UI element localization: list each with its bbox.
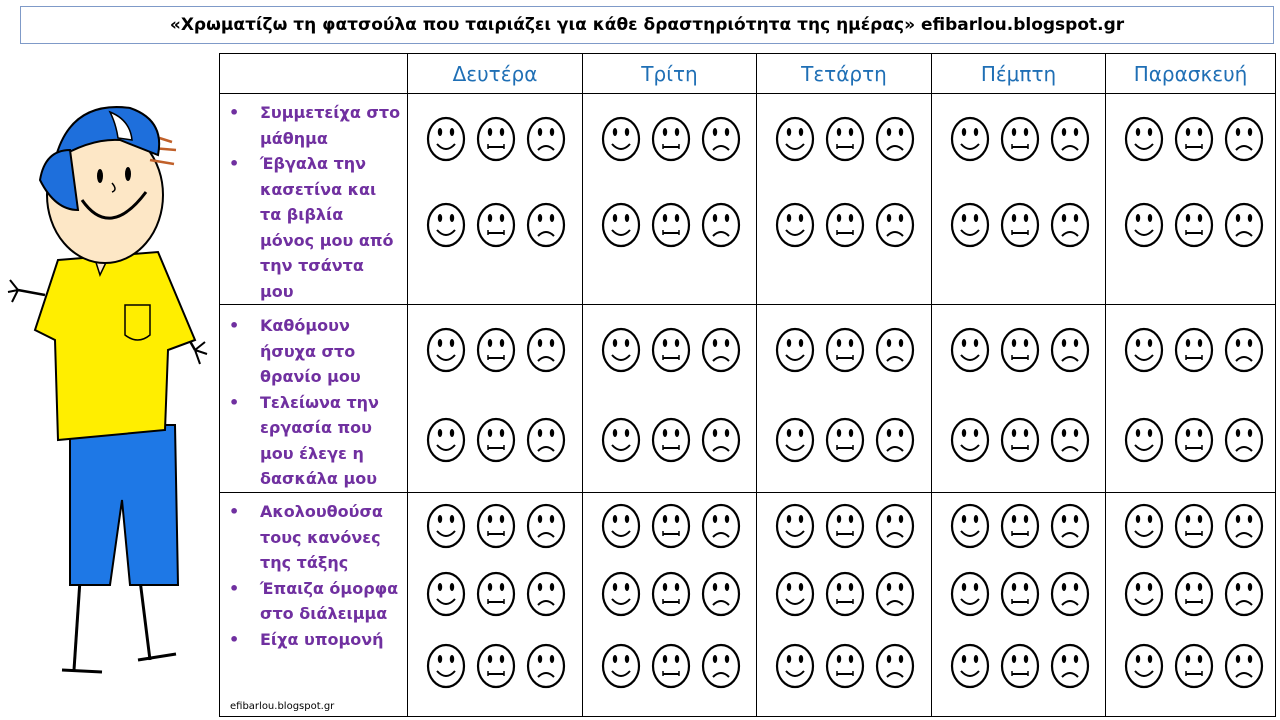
face-group bbox=[426, 327, 566, 373]
face-group bbox=[426, 503, 566, 549]
happy-face-icon[interactable] bbox=[426, 116, 466, 162]
face-group bbox=[601, 571, 741, 617]
sad-face-icon[interactable] bbox=[1050, 327, 1090, 373]
table-row bbox=[220, 305, 1276, 493]
face-group bbox=[775, 417, 915, 463]
face-group bbox=[601, 327, 741, 373]
neutral-face-icon[interactable] bbox=[1000, 116, 1040, 162]
neutral-face-icon[interactable] bbox=[1174, 116, 1214, 162]
happy-face-icon[interactable] bbox=[775, 116, 815, 162]
face-group bbox=[1124, 116, 1264, 162]
face-group bbox=[950, 643, 1090, 689]
happy-face-icon[interactable] bbox=[426, 503, 466, 549]
face-cell bbox=[583, 94, 757, 305]
sad-face-icon[interactable] bbox=[875, 417, 915, 463]
happy-face-icon[interactable] bbox=[426, 327, 466, 373]
neutral-face-icon[interactable] bbox=[825, 116, 865, 162]
face-group bbox=[601, 643, 741, 689]
face-cell bbox=[932, 305, 1106, 493]
happy-face-icon[interactable] bbox=[1124, 202, 1164, 248]
sad-face-icon[interactable] bbox=[701, 571, 741, 617]
face-cell bbox=[757, 305, 932, 493]
activity-cell bbox=[220, 493, 408, 717]
neutral-face-icon[interactable] bbox=[476, 643, 516, 689]
face-group bbox=[775, 503, 915, 549]
activity-item: • Συμμετείχα στο μάθημα bbox=[220, 100, 407, 151]
happy-face-icon[interactable] bbox=[426, 417, 466, 463]
happy-face-icon[interactable] bbox=[1124, 643, 1164, 689]
face-group bbox=[1124, 417, 1264, 463]
day-header-tuesday: Τρίτη bbox=[583, 54, 757, 94]
happy-face-icon[interactable] bbox=[950, 417, 990, 463]
face-group bbox=[950, 202, 1090, 248]
sad-face-icon[interactable] bbox=[1224, 503, 1264, 549]
sad-face-icon[interactable] bbox=[1224, 327, 1264, 373]
face-group bbox=[1124, 503, 1264, 549]
sad-face-icon[interactable] bbox=[1224, 643, 1264, 689]
neutral-face-icon[interactable] bbox=[825, 503, 865, 549]
face-group bbox=[950, 327, 1090, 373]
sad-face-icon[interactable] bbox=[1224, 116, 1264, 162]
face-group bbox=[1124, 327, 1264, 373]
day-header-wednesday: Τετάρτη bbox=[757, 54, 932, 94]
happy-face-icon[interactable] bbox=[950, 503, 990, 549]
happy-face-icon[interactable] bbox=[1124, 503, 1164, 549]
neutral-face-icon[interactable] bbox=[651, 327, 691, 373]
face-group bbox=[775, 571, 915, 617]
neutral-face-icon[interactable] bbox=[1000, 503, 1040, 549]
sad-face-icon[interactable] bbox=[1050, 503, 1090, 549]
sad-face-icon[interactable] bbox=[526, 202, 566, 248]
neutral-face-icon[interactable] bbox=[1000, 643, 1040, 689]
happy-face-icon[interactable] bbox=[950, 571, 990, 617]
neutral-face-icon[interactable] bbox=[1174, 417, 1214, 463]
activity-cell bbox=[220, 305, 408, 493]
activity-item: • Καθόμουν ήσυχα στο θρανίο μου bbox=[220, 313, 407, 390]
sad-face-icon[interactable] bbox=[875, 643, 915, 689]
face-group bbox=[1124, 571, 1264, 617]
sad-face-icon[interactable] bbox=[526, 571, 566, 617]
neutral-face-icon[interactable] bbox=[825, 417, 865, 463]
sad-face-icon[interactable] bbox=[526, 327, 566, 373]
happy-face-icon[interactable] bbox=[950, 643, 990, 689]
activity-item: • Έπαιζα όμορφα στο διάλειμμα bbox=[220, 576, 407, 627]
face-group bbox=[601, 116, 741, 162]
neutral-face-icon[interactable] bbox=[1174, 571, 1214, 617]
happy-face-icon[interactable] bbox=[950, 116, 990, 162]
sad-face-icon[interactable] bbox=[526, 417, 566, 463]
face-group bbox=[950, 571, 1090, 617]
face-group bbox=[426, 571, 566, 617]
activity-item: • Είχα υπομονή bbox=[220, 627, 407, 653]
neutral-face-icon[interactable] bbox=[651, 202, 691, 248]
sad-face-icon[interactable] bbox=[1224, 202, 1264, 248]
neutral-face-icon[interactable] bbox=[1174, 202, 1214, 248]
sad-face-icon[interactable] bbox=[526, 643, 566, 689]
neutral-face-icon[interactable] bbox=[825, 327, 865, 373]
face-group bbox=[601, 202, 741, 248]
happy-face-icon[interactable] bbox=[950, 202, 990, 248]
neutral-face-icon[interactable] bbox=[651, 417, 691, 463]
neutral-face-icon[interactable] bbox=[476, 571, 516, 617]
sad-face-icon[interactable] bbox=[1224, 417, 1264, 463]
happy-face-icon[interactable] bbox=[426, 643, 466, 689]
neutral-face-icon[interactable] bbox=[476, 417, 516, 463]
happy-face-icon[interactable] bbox=[775, 327, 815, 373]
happy-face-icon[interactable] bbox=[601, 417, 641, 463]
neutral-face-icon[interactable] bbox=[1000, 571, 1040, 617]
happy-face-icon[interactable] bbox=[775, 417, 815, 463]
face-cell bbox=[408, 493, 583, 717]
face-cell bbox=[583, 493, 757, 717]
footer-credit: efibarlou.blogspot.gr bbox=[230, 701, 335, 712]
face-cell bbox=[408, 305, 583, 493]
sad-face-icon[interactable] bbox=[701, 116, 741, 162]
happy-face-icon[interactable] bbox=[775, 202, 815, 248]
face-cell bbox=[1106, 305, 1276, 493]
sad-face-icon[interactable] bbox=[1050, 643, 1090, 689]
sad-face-icon[interactable] bbox=[701, 417, 741, 463]
boy-illustration bbox=[0, 80, 220, 680]
face-group bbox=[426, 417, 566, 463]
face-group bbox=[601, 417, 741, 463]
happy-face-icon[interactable] bbox=[601, 571, 641, 617]
sad-face-icon[interactable] bbox=[701, 503, 741, 549]
face-group bbox=[426, 116, 566, 162]
face-group bbox=[950, 503, 1090, 549]
face-group bbox=[775, 327, 915, 373]
face-group bbox=[601, 503, 741, 549]
happy-face-icon[interactable] bbox=[601, 116, 641, 162]
happy-face-icon[interactable] bbox=[775, 503, 815, 549]
table-row bbox=[220, 493, 1276, 717]
neutral-face-icon[interactable] bbox=[825, 571, 865, 617]
table-row bbox=[220, 94, 1276, 305]
happy-face-icon[interactable] bbox=[426, 202, 466, 248]
activity-item: • Τελείωνα την εργασία που μου έλεγε η δασκάλα μου bbox=[220, 390, 407, 492]
header-blank-cell bbox=[220, 54, 408, 94]
activity-item: • Ακολουθούσα τους κανόνες της τάξης bbox=[220, 499, 407, 576]
face-cell bbox=[757, 493, 932, 717]
neutral-face-icon[interactable] bbox=[476, 202, 516, 248]
sad-face-icon[interactable] bbox=[701, 202, 741, 248]
happy-face-icon[interactable] bbox=[1124, 571, 1164, 617]
activity-cell bbox=[220, 94, 408, 305]
face-group bbox=[950, 417, 1090, 463]
face-group bbox=[1124, 643, 1264, 689]
neutral-face-icon[interactable] bbox=[651, 643, 691, 689]
day-header-monday: Δευτέρα bbox=[408, 54, 583, 94]
neutral-face-icon[interactable] bbox=[1000, 417, 1040, 463]
sad-face-icon[interactable] bbox=[1050, 571, 1090, 617]
happy-face-icon[interactable] bbox=[601, 202, 641, 248]
sad-face-icon[interactable] bbox=[526, 116, 566, 162]
sad-face-icon[interactable] bbox=[1224, 571, 1264, 617]
sad-face-icon[interactable] bbox=[1050, 202, 1090, 248]
neutral-face-icon[interactable] bbox=[1000, 327, 1040, 373]
happy-face-icon[interactable] bbox=[426, 571, 466, 617]
neutral-face-icon[interactable] bbox=[825, 643, 865, 689]
face-group bbox=[775, 116, 915, 162]
sad-face-icon[interactable] bbox=[1050, 116, 1090, 162]
activity-item: • Έβγαλα την κασετίνα και τα βιβλία μόνος μου από την τσάντα μου bbox=[220, 151, 407, 304]
sad-face-icon[interactable] bbox=[875, 503, 915, 549]
happy-face-icon[interactable] bbox=[601, 503, 641, 549]
face-cell bbox=[932, 94, 1106, 305]
neutral-face-icon[interactable] bbox=[825, 202, 865, 248]
happy-face-icon[interactable] bbox=[1124, 327, 1164, 373]
neutral-face-icon[interactable] bbox=[476, 327, 516, 373]
happy-face-icon[interactable] bbox=[601, 327, 641, 373]
neutral-face-icon[interactable] bbox=[1174, 327, 1214, 373]
page-title: «Χρωματίζω τη φατσούλα που ταιριάζει για κάθε δραστηριότητα της ημέρας» efibarlou.blogspot.gr bbox=[20, 6, 1274, 44]
happy-face-icon[interactable] bbox=[950, 327, 990, 373]
sad-face-icon[interactable] bbox=[875, 327, 915, 373]
happy-face-icon[interactable] bbox=[1124, 116, 1164, 162]
face-group bbox=[426, 643, 566, 689]
neutral-face-icon[interactable] bbox=[1000, 202, 1040, 248]
face-group bbox=[775, 202, 915, 248]
face-group bbox=[775, 643, 915, 689]
neutral-face-icon[interactable] bbox=[476, 503, 516, 549]
neutral-face-icon[interactable] bbox=[1174, 643, 1214, 689]
neutral-face-icon[interactable] bbox=[651, 503, 691, 549]
schedule-table bbox=[219, 53, 1276, 717]
happy-face-icon[interactable] bbox=[775, 643, 815, 689]
face-cell bbox=[1106, 94, 1276, 305]
face-cell bbox=[757, 94, 932, 305]
happy-face-icon[interactable] bbox=[775, 571, 815, 617]
neutral-face-icon[interactable] bbox=[1174, 503, 1214, 549]
face-cell bbox=[1106, 493, 1276, 717]
face-cell bbox=[408, 94, 583, 305]
happy-face-icon[interactable] bbox=[601, 643, 641, 689]
face-group bbox=[950, 116, 1090, 162]
happy-face-icon[interactable] bbox=[1124, 417, 1164, 463]
sad-face-icon[interactable] bbox=[701, 327, 741, 373]
sad-face-icon[interactable] bbox=[875, 571, 915, 617]
day-header-thursday: Πέμπτη bbox=[932, 54, 1106, 94]
face-group bbox=[426, 202, 566, 248]
sad-face-icon[interactable] bbox=[875, 202, 915, 248]
sad-face-icon[interactable] bbox=[875, 116, 915, 162]
day-header-friday: Παρασκευή bbox=[1106, 54, 1276, 94]
neutral-face-icon[interactable] bbox=[651, 116, 691, 162]
neutral-face-icon[interactable] bbox=[476, 116, 516, 162]
face-cell bbox=[583, 305, 757, 493]
sad-face-icon[interactable] bbox=[701, 643, 741, 689]
face-group bbox=[1124, 202, 1264, 248]
neutral-face-icon[interactable] bbox=[651, 571, 691, 617]
sad-face-icon[interactable] bbox=[1050, 417, 1090, 463]
sad-face-icon[interactable] bbox=[526, 503, 566, 549]
face-cell bbox=[932, 493, 1106, 717]
